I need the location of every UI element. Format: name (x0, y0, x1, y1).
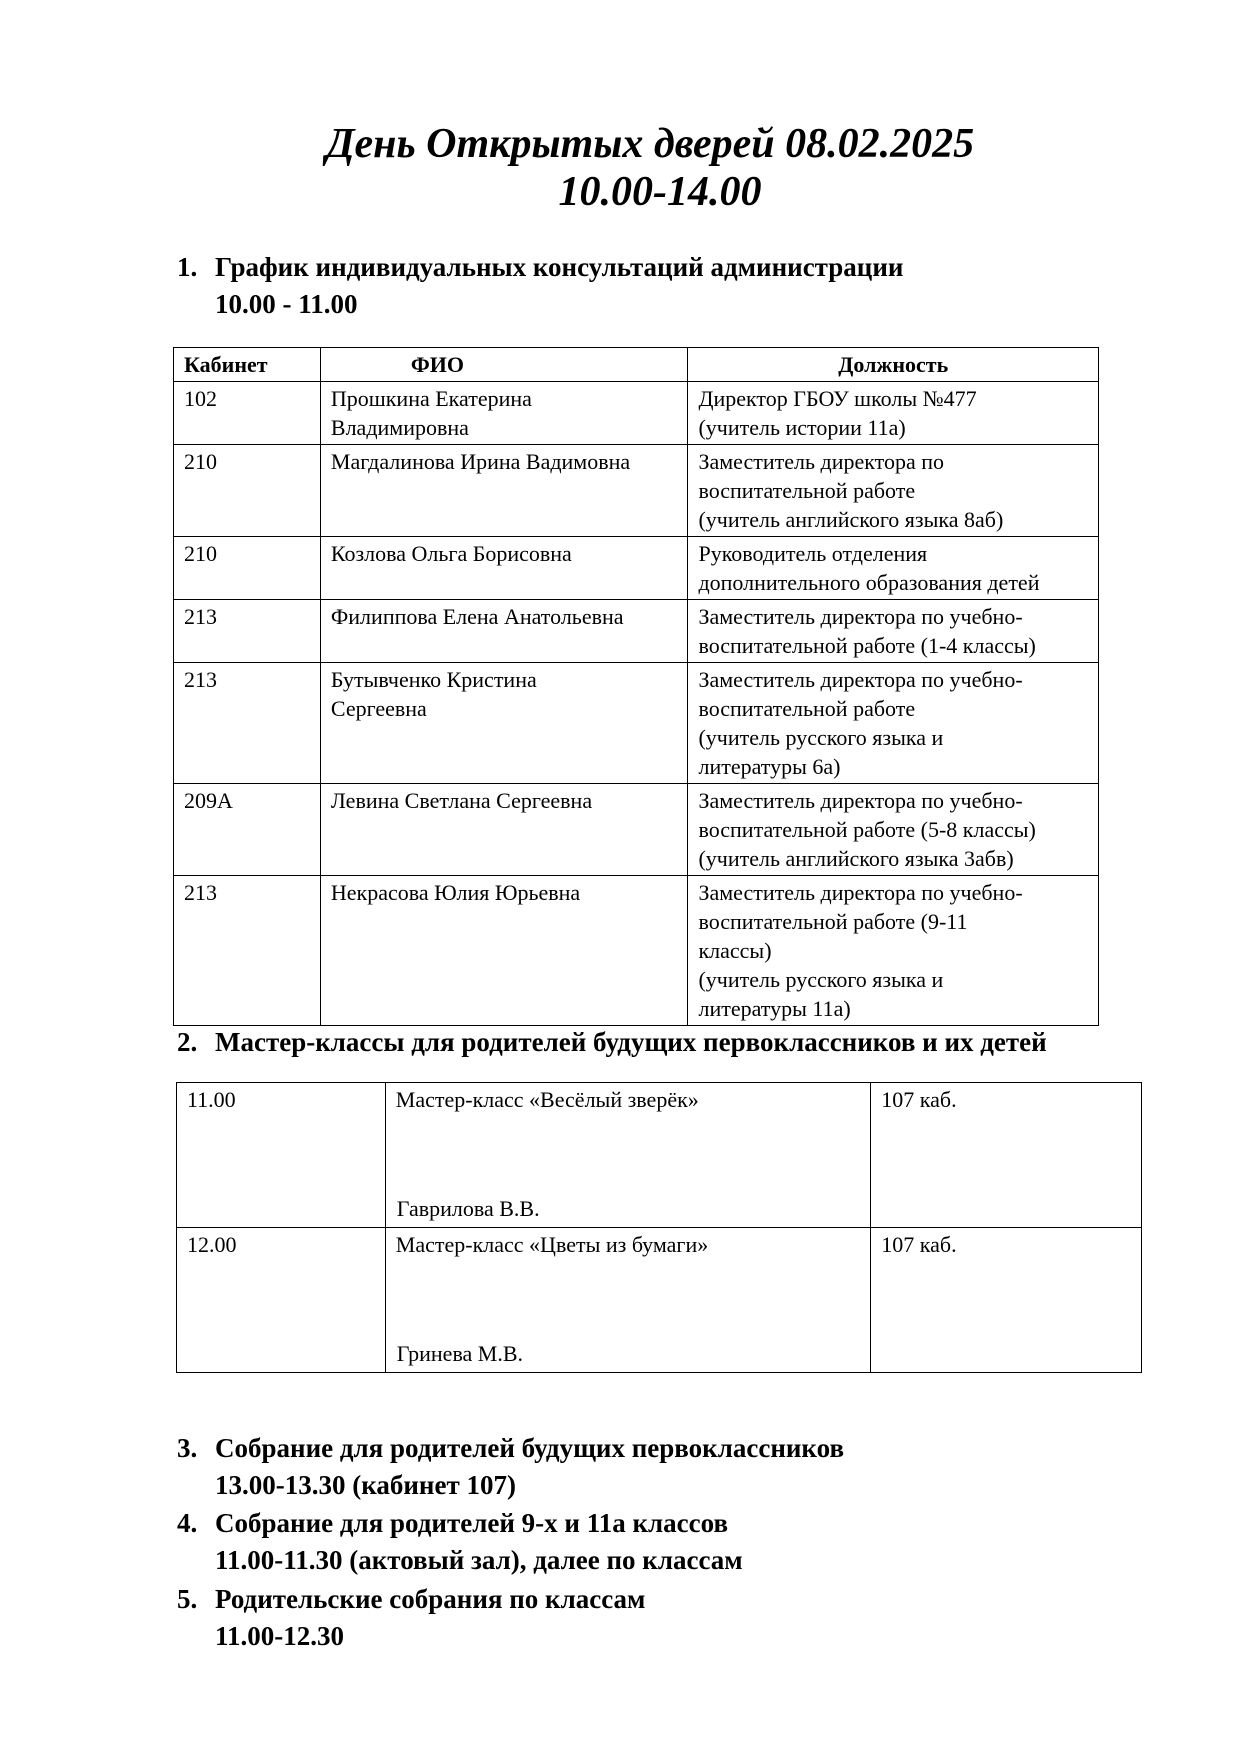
table-row (174, 537, 1099, 600)
cell-fio: Прошкина Екатерина Владимировна (320, 382, 688, 445)
column-header-fio: ФИО (320, 348, 688, 382)
cell-fio: Некрасова Юлия Юрьевна (320, 876, 688, 1026)
section-2-heading (177, 1024, 1047, 1061)
column-header-cabinet: Кабинет (174, 348, 321, 382)
page-title: День Открытых дверей 08.02.2025 (325, 121, 975, 167)
master-class-title: Мастер-класс «Весёлый зверёк» (395, 1087, 699, 1112)
cell-fio: Козлова Ольга Борисовна (320, 537, 688, 600)
cell-position: Заместитель директора по учебно- воспитательной работе (1-4 классы) (688, 600, 1099, 663)
section-number: 5. (177, 1584, 198, 1614)
section-time: 11.00-11.30 (актовый зал), далее по классам (215, 1545, 743, 1575)
section-title: Родительские собрания по классам (215, 1584, 646, 1614)
section-number: 2. (177, 1027, 198, 1057)
table-row (177, 1083, 1142, 1228)
cell-cabinet: 102 (174, 382, 321, 445)
master-class-table (176, 1082, 1142, 1373)
master-class-title: Мастер-класс «Цветы из бумаги» (395, 1232, 709, 1257)
section-time: 10.00 - 11.00 (215, 289, 358, 319)
table-row (174, 382, 1099, 445)
column-header-position: Должность (688, 348, 1099, 382)
table-row (174, 663, 1099, 784)
cell-fio: Левина Светлана Сергеевна (320, 784, 688, 876)
master-class-teacher: Гринева М.В. (396, 1341, 524, 1366)
cell-master-class (385, 1228, 870, 1373)
section-4-heading (177, 1505, 743, 1579)
section-number: 4. (177, 1508, 198, 1538)
cell-master-class (385, 1083, 870, 1228)
section-title: Мастер-классы для родителей будущих первоклассников и их детей (215, 1027, 1047, 1057)
cell-position: Заместитель директора по воспитательной работе (учитель английского языка 8аб) (688, 445, 1099, 537)
section-number: 3. (177, 1433, 198, 1463)
table-header-row (174, 348, 1099, 382)
cell-room: 107 каб. (871, 1228, 1142, 1373)
master-class-teacher: Гаврилова В.В. (396, 1196, 540, 1221)
section-5-heading (177, 1581, 645, 1655)
cell-fio: Филиппова Елена Анатольевна (320, 600, 688, 663)
cell-fio: Бутывченко Кристина Сергеевна (320, 663, 688, 784)
cell-position: Заместитель директора по учебно- воспитательной работе (учитель русского языка и литературы 6а) (688, 663, 1099, 784)
section-number: 1. (177, 252, 198, 282)
cell-cabinet: 209А (174, 784, 321, 876)
cell-position: Заместитель директора по учебно- воспитательной работе (5-8 классы) (учитель английского языка 3абв) (688, 784, 1099, 876)
cell-cabinet: 213 (174, 663, 321, 784)
section-time: 11.00-12.30 (215, 1621, 345, 1651)
cell-time: 11.00 (177, 1083, 386, 1228)
cell-position: Заместитель директора по учебно- воспитательной работе (9-11 классы) (учитель русского языка и литературы 11а) (688, 876, 1099, 1026)
cell-cabinet: 213 (174, 600, 321, 663)
section-title: График индивидуальных консультаций администрации (215, 252, 904, 282)
cell-time: 12.00 (177, 1228, 386, 1373)
table-row (174, 784, 1099, 876)
section-title: Собрание для родителей будущих первоклассников (215, 1433, 845, 1463)
section-time: 13.00-13.30 (кабинет 107) (215, 1470, 516, 1500)
section-3-heading (177, 1430, 844, 1504)
cell-cabinet: 213 (174, 876, 321, 1026)
admin-consultation-table (173, 347, 1099, 1026)
cell-room: 107 каб. (871, 1083, 1142, 1228)
table-row (177, 1228, 1142, 1373)
cell-cabinet: 210 (174, 445, 321, 537)
cell-position: Директор ГБОУ школы №477 (учитель истории 11а) (688, 382, 1099, 445)
table-row (174, 600, 1099, 663)
table-row (174, 876, 1099, 1026)
cell-position: Руководитель отделения дополнительного образования детей (688, 537, 1099, 600)
page-subtitle-time: 10.00-14.00 (558, 169, 762, 215)
section-1-heading (177, 249, 903, 323)
cell-fio: Магдалинова Ирина Вадимовна (320, 445, 688, 537)
section-title: Собрание для родителей 9-х и 11а классов (215, 1508, 729, 1538)
table-row (174, 445, 1099, 537)
cell-cabinet: 210 (174, 537, 321, 600)
